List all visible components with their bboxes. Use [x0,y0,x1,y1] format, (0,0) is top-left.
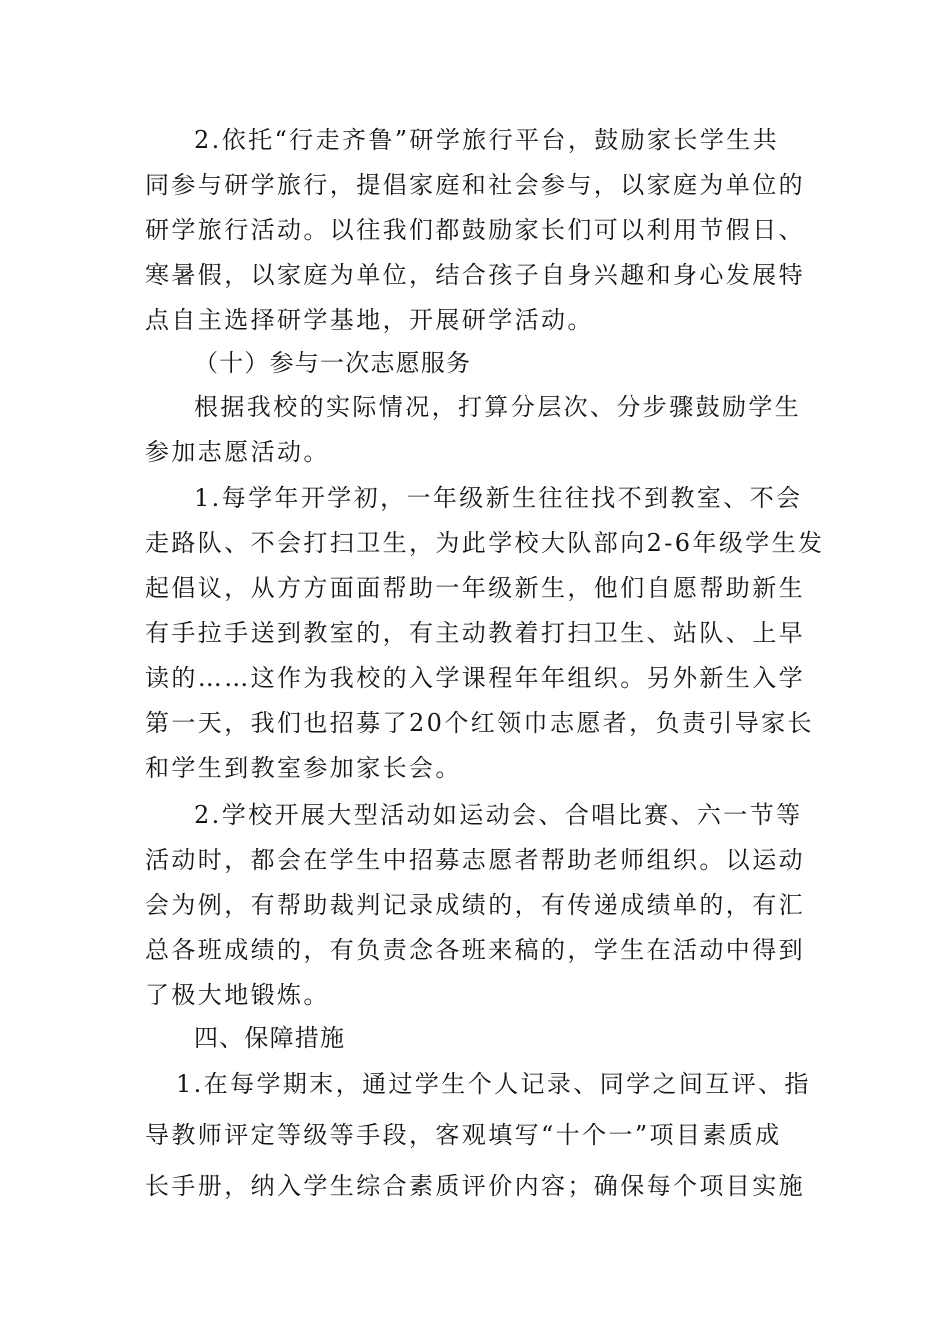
paragraph-line: 2.依托“行走齐鲁”研学旅行平台，鼓励家长学生共 [194,126,780,154]
paragraph-line: 有手拉手送到教室的，有主动教着打扫卫生、站队、上早 [145,619,805,647]
paragraph-line: 2.学校开展大型活动如运动会、合唱比赛、六一节等 [194,801,803,829]
section-heading: 四、保障措施 [194,1024,346,1052]
paragraph-line: 读的……这作为我校的入学课程年年组织。另外新生入学 [145,664,805,692]
paragraph-line: 了极大地锻炼。 [145,981,330,1009]
paragraph-line: 长手册，纳入学生综合素质评价内容；确保每个项目实施 [145,1172,805,1200]
paragraph-line: 1.在每学期末，通过学生个人记录、同学之间互评、指 [176,1070,811,1098]
paragraph-line: 研学旅行活动。以往我们都鼓励家长们可以利用节假日、 [145,216,805,244]
paragraph-line: 走路队、不会打扫卫生，为此学校大队部向2-6年级学生发 [145,529,825,557]
paragraph-line: 和学生到教室参加家长会。 [145,754,462,782]
paragraph-line: 会为例，有帮助裁判记录成绩的，有传递成绩单的，有汇 [145,891,805,919]
paragraph-line: 导教师评定等级等手段，客观填写“十个一”项目素质成 [145,1121,782,1149]
paragraph-line: 寒暑假，以家庭为单位，结合孩子自身兴趣和身心发展特 [145,261,805,289]
paragraph-line: 参加志愿活动。 [145,438,330,466]
paragraph-line: 点自主选择研学基地，开展研学活动。 [145,306,594,334]
paragraph-line: 活动时，都会在学生中招募志愿者帮助老师组织。以运动 [145,846,805,874]
paragraph-line: 第一天，我们也招募了20个红领巾志愿者，负责引导家长 [145,709,814,737]
paragraph-line: 起倡议，从方方面面帮助一年级新生，他们自愿帮助新生 [145,574,805,602]
paragraph-line: 1.每学年开学初，一年级新生往往找不到教室、不会 [194,484,803,512]
paragraph-line: 根据我校的实际情况，打算分层次、分步骤鼓励学生 [194,393,802,421]
paragraph-line: 同参与研学旅行，提倡家庭和社会参与，以家庭为单位的 [145,171,805,199]
paragraph-line: 总各班成绩的，有负责念各班来稿的，学生在活动中得到 [145,936,805,964]
section-heading: （十）参与一次志愿服务 [194,349,472,377]
